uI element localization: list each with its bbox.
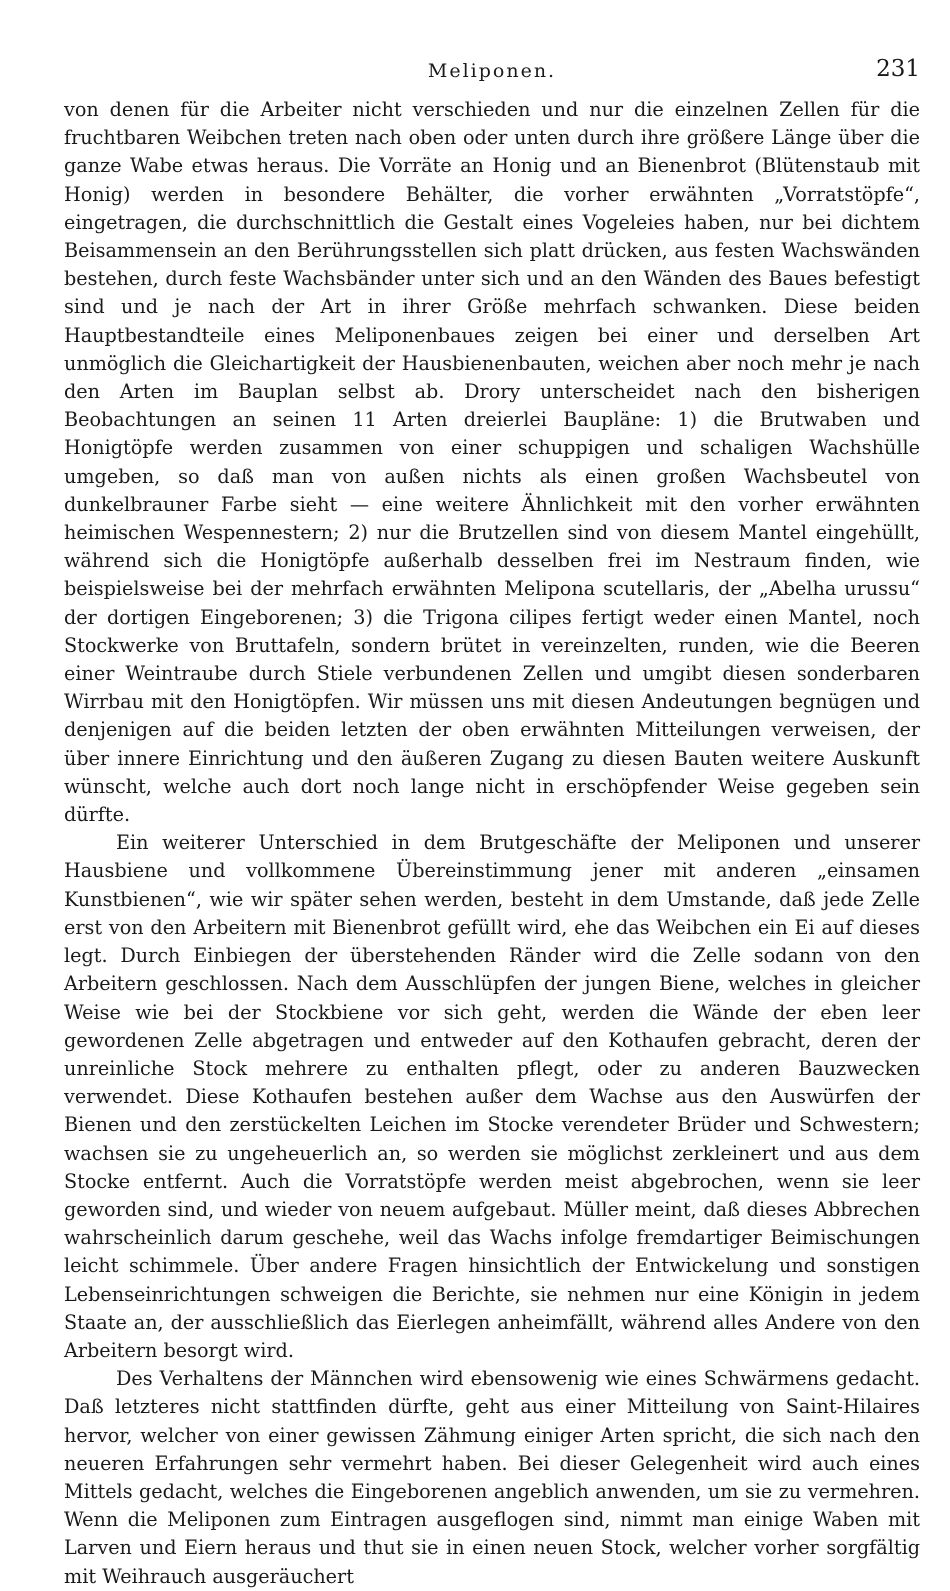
- running-head: [64, 56, 920, 88]
- paragraph-3: Des Verhaltens der Männchen wird ebensowenig wie eines Schwärmens gedacht. Daß letzteres nicht stattfinden dürfte, geht aus einer Mitteilung von Saint-Hilaires hervor, welcher von einer gewissen Zähmung einiger Arten spricht, die sich nach den neueren Erfahrungen sehr vermehrt haben. Bei dieser Gelegenheit wird auch eines Mittels gedacht, welches die Eingeborenen angeblich anwenden, um sie zu vermehren. Wenn die Meliponen zum Eintragen ausgeflogen sind, nimmt man einige Waben mit Larven und Eiern heraus und thut sie in einen neuen Stock, welcher vorher sorgfältig mit Weihrauch ausgeräuchert: [64, 1367, 920, 1588]
- page-number: 231: [876, 56, 920, 82]
- body-text: [64, 96, 920, 1591]
- running-title: Meliponen.: [427, 60, 557, 82]
- paragraph-1: von denen für die Arbeiter nicht verschieden und nur die einzelnen Zellen für die fruchtbaren Weibchen treten nach oben oder unten durch ihre größere Länge über die ganze Wabe etwas heraus. Die Vorräte an Honig und an Bienenbrot (Blütenstaub mit Honig) werden in besondere Behälter, die vorher erwähnten „Vorratstöpfe“, eingetragen, die durchschnittlich die Gestalt eines Vogeleies haben, nur bei dichtem Beisammensein an den Berührungsstellen sich platt drücken, aus festen Wachswänden bestehen, durch feste Wachsbänder unter sich und an den Wänden des Baues befestigt sind und je nach der Art in ihrer Größe mehrfach schwanken. Diese beiden Hauptbestandteile eines Meliponenbaues zeigen bei einer und derselben Art unmöglich die Gleichartigkeit der Hausbienenbauten, weichen aber noch mehr je nach den Arten im Bauplan selbst ab. Drory unterscheidet nach den bisherigen Beobachtungen an seinen 11 Arten dreierlei Baupläne: 1) die Brutwaben und Honigtöpfe werden zusammen von einer schuppigen und schaligen Wachshülle umgeben, so daß man von außen nichts als einen großen Wachsbeutel von dunkelbrauner Farbe sieht — eine weitere Ähnlichkeit mit den vorher erwähnten heimischen Wespennestern; 2) nur die Brutzellen sind von diesem Mantel eingehüllt, während sich die Honigtöpfe außerhalb desselben frei im Nestraum finden, wie beispielsweise bei der mehrfach erwähnten Melipona scutellaris, der „Abelha urussu“ der dortigen Eingeborenen; 3) die Trigona cilipes fertigt weder einen Mantel, noch Stockwerke von Bruttafeln, sondern brütet in vereinzelten, runden, wie die Beeren einer Weintraube durch Stiele verbundenen Zellen und umgibt diesen sonderbaren Wirrbau mit den Honigtöpfen. Wir müssen uns mit diesen Andeutungen begnügen und denjenigen auf die beiden letzten der oben erwähnten Mitteilungen verweisen, der über innere Einrichtung und den äußeren Zugang zu diesen Bauten weitere Auskunft wünscht, welche auch dort noch lange nicht in erschöpfender Weise gegeben sein dürfte.: [64, 98, 920, 827]
- paragraph-2: Ein weiterer Unterschied in dem Brutgeschäfte der Meliponen und unserer Hausbiene und vollkommene Übereinstimmung jener mit anderen „einsamen Kunstbienen“, wie wir später sehen werden, besteht in dem Umstande, daß jede Zelle erst von den Arbeitern mit Bienenbrot gefüllt wird, ehe das Weibchen ein Ei auf dieses legt. Durch Einbiegen der überstehenden Ränder wird die Zelle sodann von den Arbeitern geschlossen. Nach dem Ausschlüpfen der jungen Biene, welches in gleicher Weise wie bei der Stockbiene vor sich geht, werden die Wände der eben leer gewordenen Zelle abgetragen und entweder auf den Kothaufen gebracht, deren der unreinliche Stock mehrere zu enthalten pflegt, oder zu anderen Bauzwecken verwendet. Diese Kothaufen bestehen außer dem Wachse aus den Auswürfen der Bienen und den zerstückelten Leichen im Stocke verendeter Brüder und Schwestern; wachsen sie zu ungeheuerlich an, so werden sie möglichst zerkleinert und aus dem Stocke entfernt. Auch die Vorratstöpfe werden meist abgebrochen, wenn sie leer geworden sind, und wieder von neuem aufgebaut. Müller meint, daß dieses Abbrechen wahrscheinlich darum geschehe, weil das Wachs infolge fremdartiger Beimischungen leicht schimmele. Über andere Fragen hinsichtlich der Entwickelung und sonstigen Lebenseinrichtungen schweigen die Berichte, sie nehmen nur eine Königin in jedem Staate an, der ausschließlich das Eierlegen anheimfällt, während alles Andere von den Arbeitern besorgt wird.: [64, 831, 920, 1362]
